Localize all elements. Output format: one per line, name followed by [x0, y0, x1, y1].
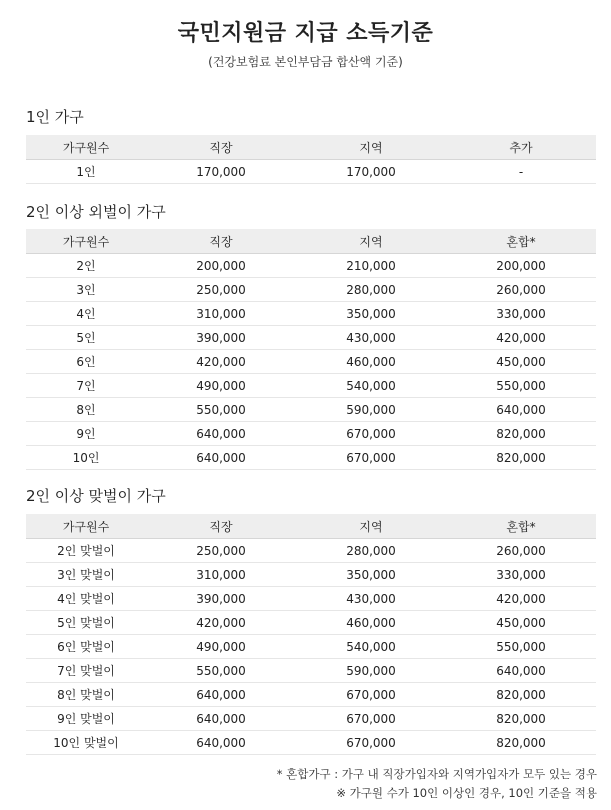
cell-household-size: 8인: [26, 398, 146, 422]
cell-mixed: 820,000: [446, 707, 596, 731]
cell-household-size: 5인: [26, 326, 146, 350]
table-single-income-household: [26, 229, 596, 470]
cell-workplace: 390,000: [146, 326, 296, 350]
cell-regional: 280,000: [296, 539, 446, 563]
section-title-dual-income: 2인 이상 맞벌이 가구: [26, 487, 166, 505]
table-row: [26, 374, 596, 398]
section-title-single-income: 2인 이상 외벌이 가구: [26, 203, 166, 221]
section-title-single: 1인 가구: [26, 108, 84, 126]
cell-mixed: 450,000: [446, 350, 596, 374]
table-row: [26, 160, 596, 184]
cell-mixed: 420,000: [446, 587, 596, 611]
cell-regional: 350,000: [296, 302, 446, 326]
cell-mixed: 260,000: [446, 539, 596, 563]
cell-mixed: -: [446, 160, 596, 184]
table-row: [26, 611, 596, 635]
cell-mixed: 820,000: [446, 731, 596, 755]
cell-workplace: 550,000: [146, 659, 296, 683]
table-row: [26, 326, 596, 350]
cell-regional: 280,000: [296, 278, 446, 302]
cell-household-size: 9인 맞벌이: [26, 707, 146, 731]
cell-mixed: 330,000: [446, 302, 596, 326]
cell-regional: 170,000: [296, 160, 446, 184]
header-workplace: 직장: [146, 229, 296, 254]
cell-workplace: 170,000: [146, 160, 296, 184]
table-body: [26, 160, 596, 184]
table-body: [26, 254, 596, 470]
header-regional: 지역: [296, 135, 446, 160]
cell-household-size: 3인 맞벌이: [26, 563, 146, 587]
cell-household-size: 1인: [26, 160, 146, 184]
cell-workplace: 250,000: [146, 278, 296, 302]
table-row: [26, 278, 596, 302]
cell-workplace: 200,000: [146, 254, 296, 278]
cell-regional: 430,000: [296, 326, 446, 350]
cell-mixed: 450,000: [446, 611, 596, 635]
table-row: [26, 350, 596, 374]
header-household-size: 가구원수: [26, 514, 146, 539]
table-header-row: [26, 135, 596, 160]
cell-mixed: 330,000: [446, 563, 596, 587]
cell-household-size: 8인 맞벌이: [26, 683, 146, 707]
cell-household-size: 7인: [26, 374, 146, 398]
table-row: [26, 422, 596, 446]
cell-regional: 460,000: [296, 350, 446, 374]
header-workplace: 직장: [146, 135, 296, 160]
cell-regional: 670,000: [296, 422, 446, 446]
table-row: [26, 683, 596, 707]
cell-household-size: 2인: [26, 254, 146, 278]
cell-mixed: 550,000: [446, 635, 596, 659]
cell-mixed: 420,000: [446, 326, 596, 350]
cell-regional: 540,000: [296, 374, 446, 398]
cell-workplace: 490,000: [146, 374, 296, 398]
cell-mixed: 820,000: [446, 422, 596, 446]
cell-workplace: 640,000: [146, 731, 296, 755]
cell-mixed: 820,000: [446, 683, 596, 707]
cell-household-size: 4인 맞벌이: [26, 587, 146, 611]
cell-mixed: 640,000: [446, 659, 596, 683]
table-row: [26, 587, 596, 611]
cell-household-size: 4인: [26, 302, 146, 326]
cell-mixed: 260,000: [446, 278, 596, 302]
cell-workplace: 420,000: [146, 611, 296, 635]
cell-workplace: 550,000: [146, 398, 296, 422]
cell-regional: 670,000: [296, 707, 446, 731]
page-subtitle: (건강보험료 본인부담금 합산액 기준): [208, 55, 403, 69]
cell-household-size: 7인 맞벌이: [26, 659, 146, 683]
cell-regional: 350,000: [296, 563, 446, 587]
cell-household-size: 5인 맞벌이: [26, 611, 146, 635]
cell-regional: 670,000: [296, 731, 446, 755]
cell-workplace: 310,000: [146, 563, 296, 587]
cell-regional: 460,000: [296, 611, 446, 635]
page-title: 국민지원금 지급 소득기준: [177, 21, 434, 46]
footnotes: [277, 765, 597, 803]
cell-mixed: 200,000: [446, 254, 596, 278]
table-row: [26, 254, 596, 278]
header-regional: 지역: [296, 229, 446, 254]
cell-workplace: 250,000: [146, 539, 296, 563]
cell-household-size: 9인: [26, 422, 146, 446]
table-row: [26, 635, 596, 659]
cell-mixed: 550,000: [446, 374, 596, 398]
header-household-size: 가구원수: [26, 229, 146, 254]
table-header-row: [26, 514, 596, 539]
cell-regional: 670,000: [296, 683, 446, 707]
cell-workplace: 390,000: [146, 587, 296, 611]
table-row: [26, 302, 596, 326]
cell-mixed: 820,000: [446, 446, 596, 470]
table-row: [26, 398, 596, 422]
table-row: [26, 707, 596, 731]
cell-household-size: 10인 맞벌이: [26, 731, 146, 755]
table-dual-income-household: [26, 514, 596, 755]
table-row: [26, 731, 596, 755]
footnote-mixed-household: * 혼합가구 : 가구 내 직장가입자와 지역가입자가 모두 있는 경우: [276, 767, 597, 781]
cell-mixed: 640,000: [446, 398, 596, 422]
table-single-household: [26, 135, 596, 184]
header-household-size: 가구원수: [26, 135, 146, 160]
table-row: [26, 446, 596, 470]
table-row: [26, 659, 596, 683]
cell-regional: 590,000: [296, 659, 446, 683]
table-header-row: [26, 229, 596, 254]
table-body: [26, 539, 596, 755]
cell-workplace: 640,000: [146, 683, 296, 707]
header-workplace: 직장: [146, 514, 296, 539]
header-extra: 추가: [446, 135, 596, 160]
cell-workplace: 640,000: [146, 707, 296, 731]
cell-workplace: 490,000: [146, 635, 296, 659]
cell-workplace: 640,000: [146, 446, 296, 470]
cell-regional: 670,000: [296, 446, 446, 470]
cell-workplace: 640,000: [146, 422, 296, 446]
cell-workplace: 310,000: [146, 302, 296, 326]
cell-workplace: 420,000: [146, 350, 296, 374]
footnote-ten-plus: ※ 가구원 수가 10인 이상인 경우, 10인 기준을 적용: [336, 786, 597, 800]
cell-household-size: 6인: [26, 350, 146, 374]
cell-household-size: 10인: [26, 446, 146, 470]
cell-regional: 210,000: [296, 254, 446, 278]
header-mixed: 혼합*: [446, 514, 596, 539]
cell-regional: 590,000: [296, 398, 446, 422]
table-row: [26, 539, 596, 563]
cell-household-size: 2인 맞벌이: [26, 539, 146, 563]
header-regional: 지역: [296, 514, 446, 539]
cell-household-size: 3인: [26, 278, 146, 302]
header-mixed: 혼합*: [446, 229, 596, 254]
cell-regional: 540,000: [296, 635, 446, 659]
table-row: [26, 563, 596, 587]
cell-household-size: 6인 맞벌이: [26, 635, 146, 659]
cell-regional: 430,000: [296, 587, 446, 611]
